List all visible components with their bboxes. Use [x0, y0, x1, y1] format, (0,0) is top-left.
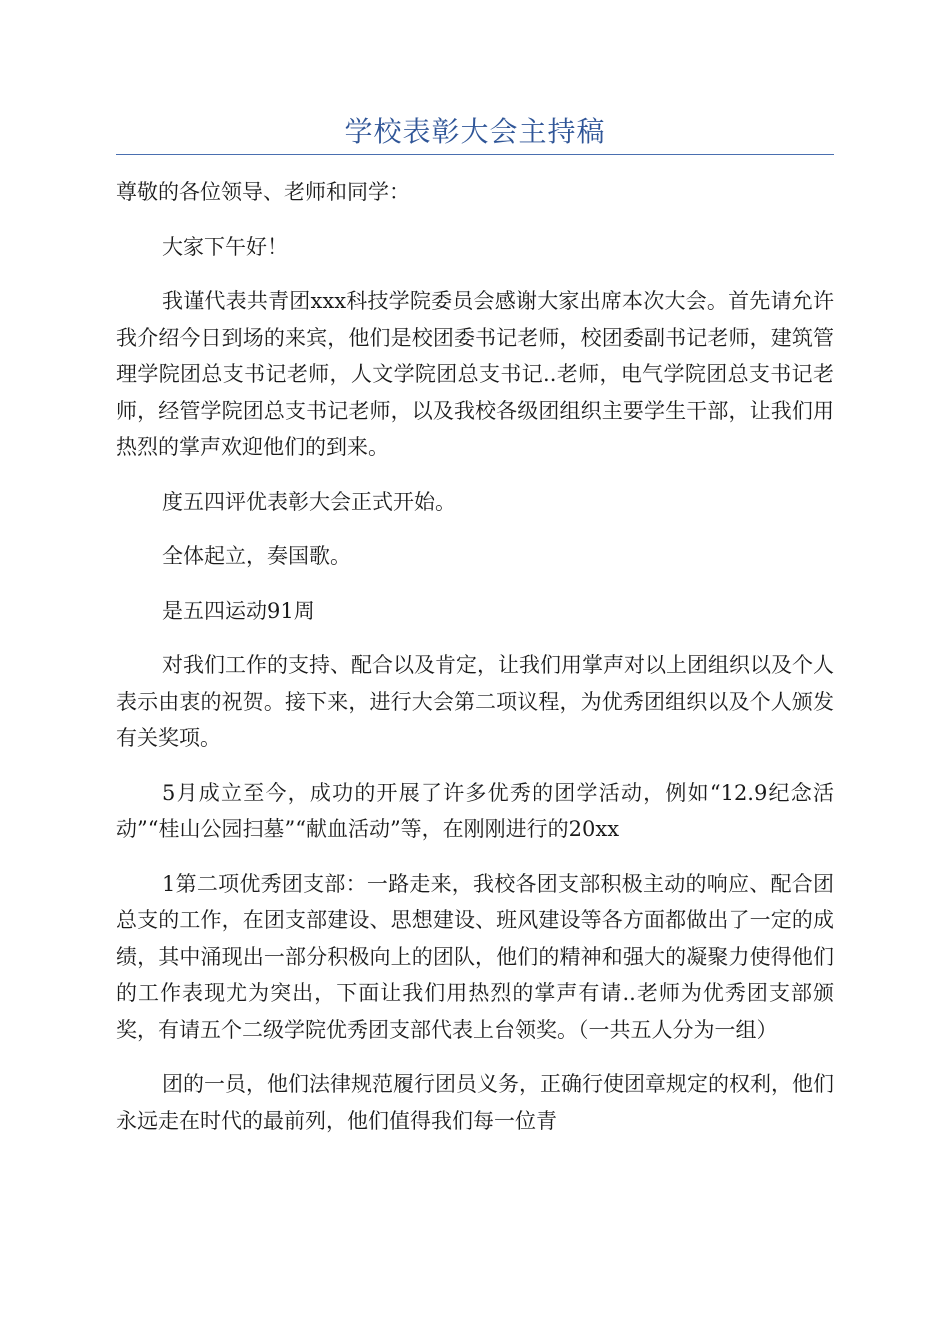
paragraph-guests: 我谨代表共青团xxx科技学院委员会感谢大家出席本次大会。首先请允许我介绍今日到场的来宾，他们是校团委书记老师，校团委副书记老师，建筑管理学院团总支书记老师，人文学院团总支书记..老师，电气学院团总支书记老师，经管学院团总支书记老师，以及我校各级团组织主要学生干部，让我们用热烈的掌声欢迎他们的到来。: [116, 289, 834, 459]
paragraph-greeting: 大家下午好！: [162, 234, 288, 259]
title-underline: [116, 154, 834, 155]
paragraph-activities: 5月成立至今，成功的开展了许多优秀的团学活动，例如“12.9纪念活动”“桂山公园扫墓”“献血活动”等，在刚刚进行的20xx: [116, 780, 834, 841]
paragraph-anthem: 全体起立，奏国歌。: [162, 544, 351, 568]
paragraph-congratulations: 对我们工作的支持、配合以及肯定，让我们用掌声对以上团组织以及个人表示由衷的祝贺。接下来，进行大会第二项议程，为优秀团组织以及个人颁发有关奖项。: [116, 653, 834, 750]
paragraph-branch-award: 1第二项优秀团支部：一路走来，我校各团支部积极主动的响应、配合团总支的工作，在团支部建设、思想建设、班风建设等各方面都做出了一定的成绩，其中涌现出一部分积极向上的团队，他们的精神和强大的凝聚力使得他们的工作表现尤为突出，下面让我们用热烈的掌声有请..老师为优秀团支部颁奖，有请五个二级学院优秀团支部代表上台领奖。（一共五人分为一组）: [116, 871, 834, 1042]
paragraph-anniversary: 是五四运动91周: [162, 598, 315, 623]
document-body: [116, 174, 834, 1157]
paragraph-salutation: 尊敬的各位领导、老师和同学：: [116, 180, 410, 204]
paragraph-opening: 度五四评优表彰大会正式开始。: [162, 489, 456, 514]
paragraph-members: 团的一员，他们法律规范履行团员义务，正确行使团章规定的权利，他们永远走在时代的最前列，他们值得我们每一位青: [116, 1072, 834, 1133]
document-title: 学校表彰大会主持稿: [344, 115, 606, 148]
